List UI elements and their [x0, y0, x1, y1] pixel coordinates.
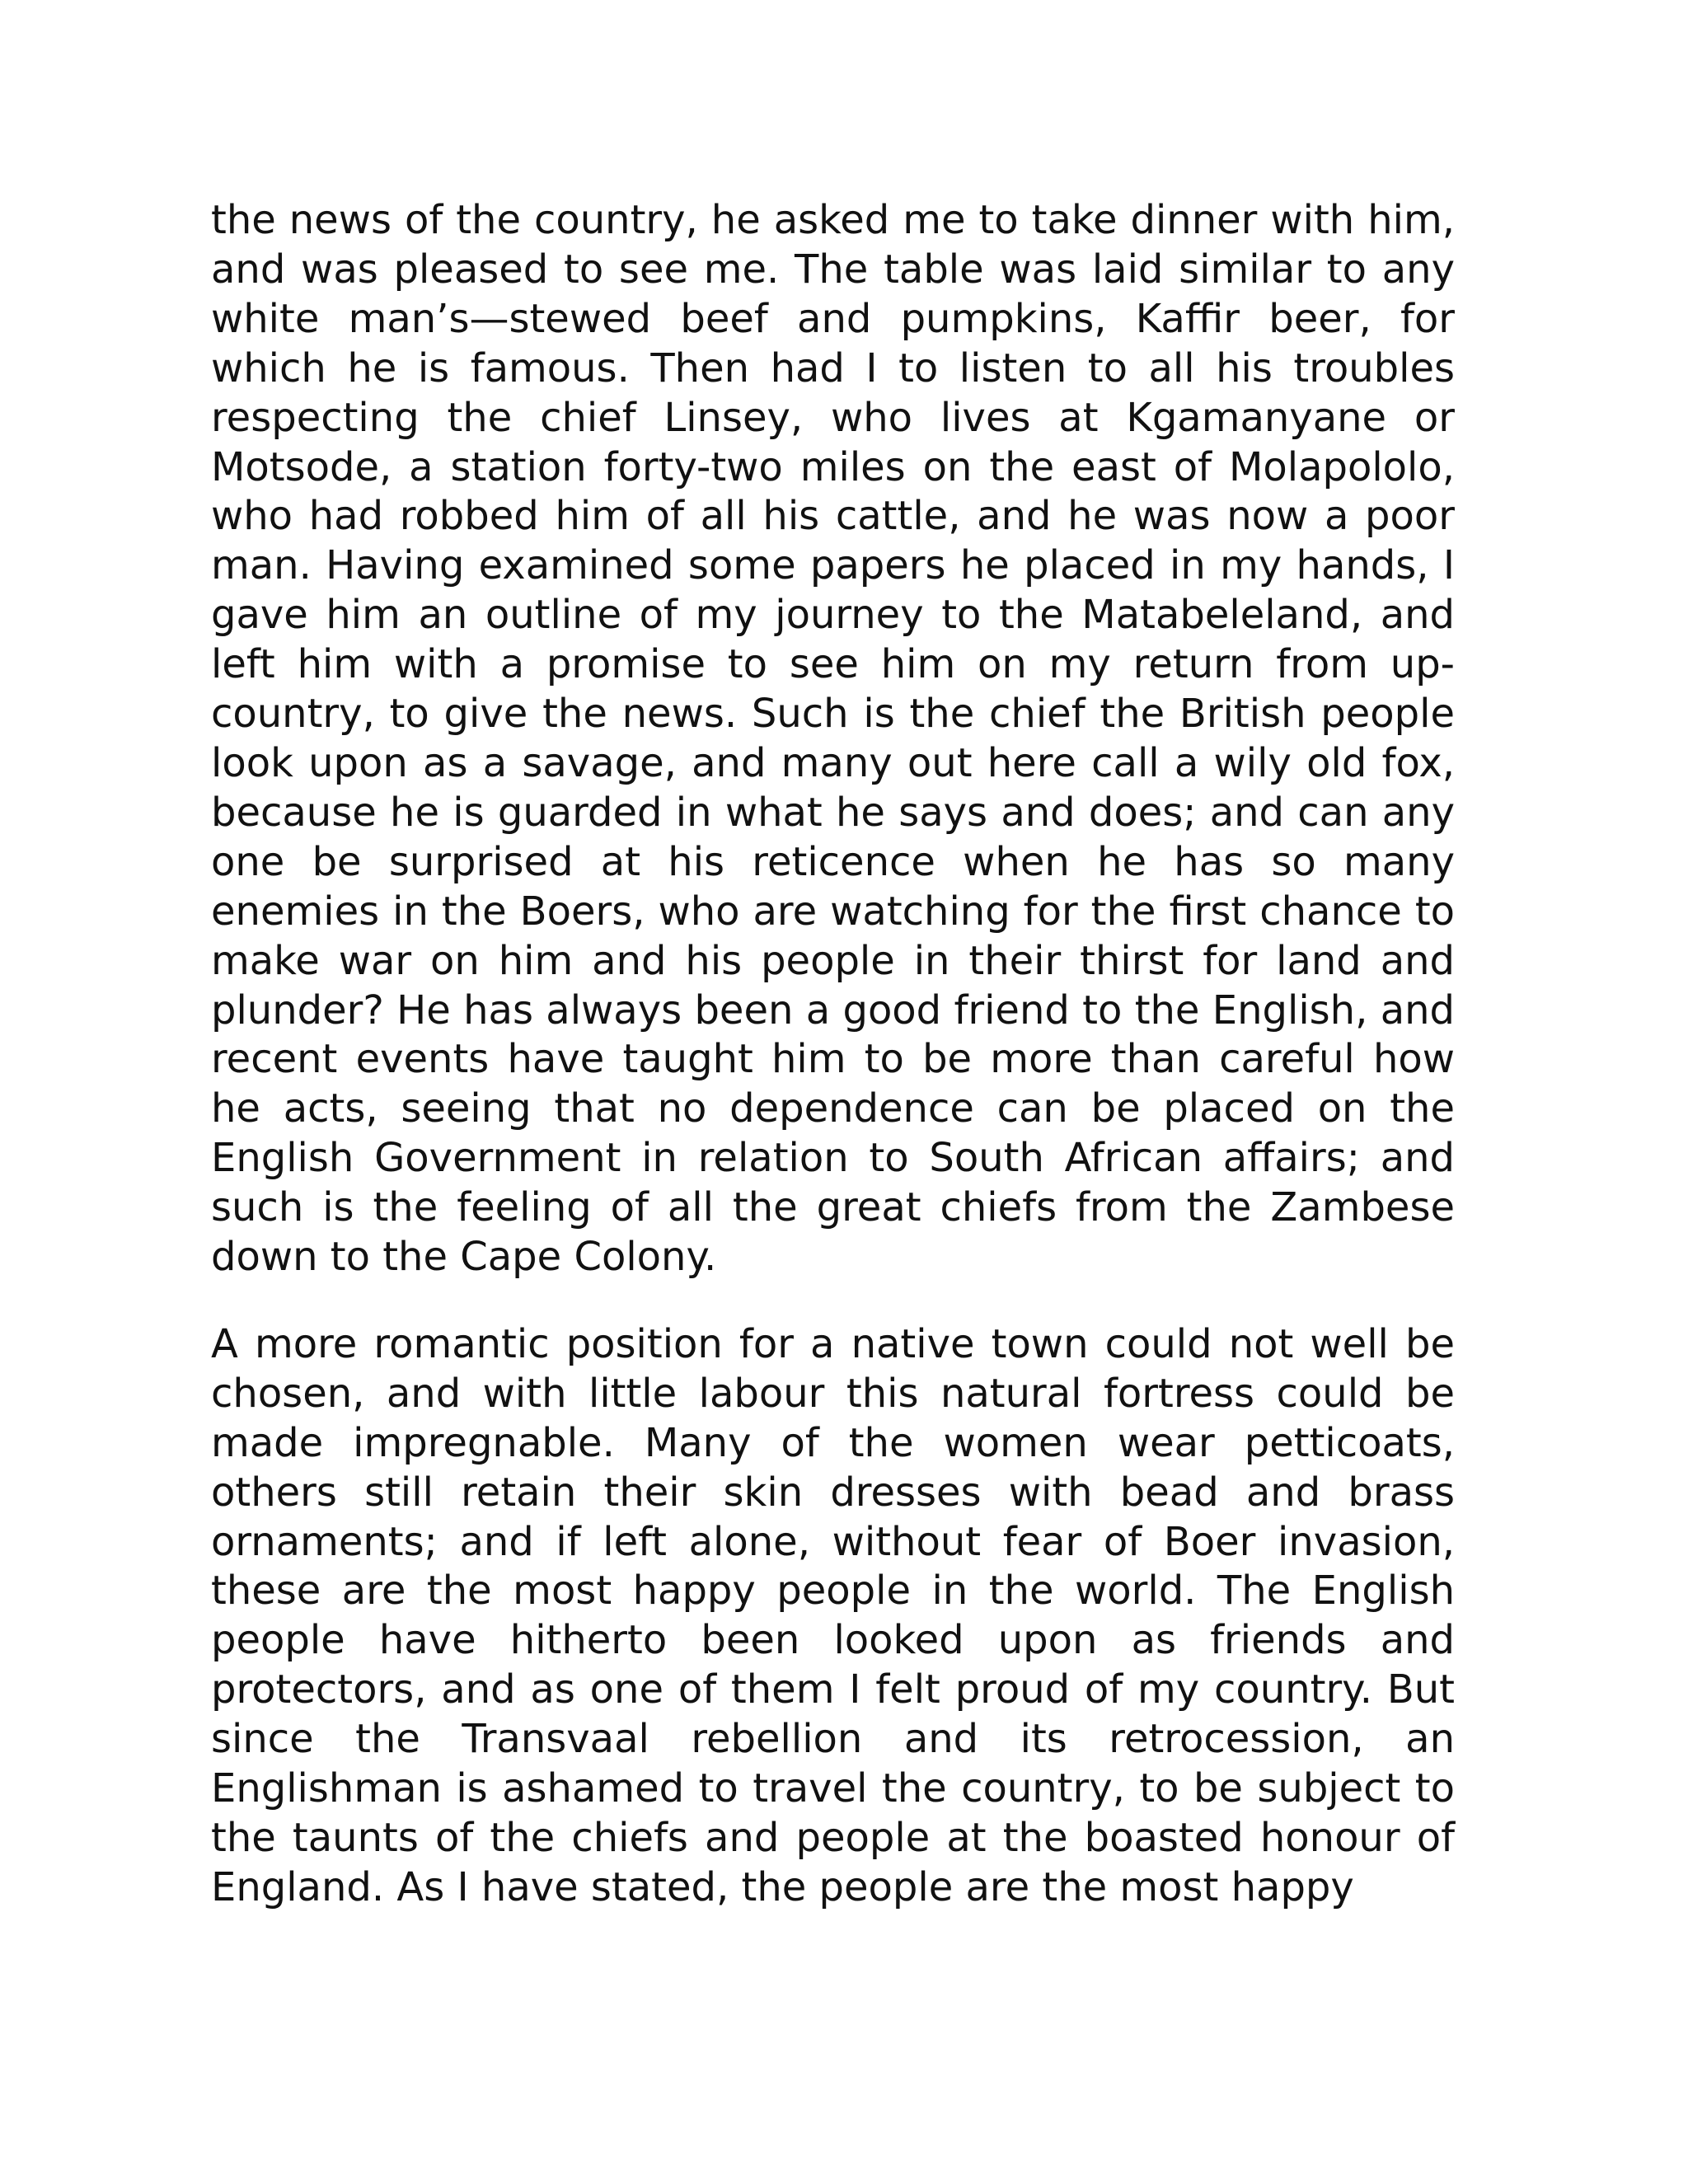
paragraph-1: the news of the country, he asked me to take dinner with him, and was pleased to see me. The table was laid similar to any white man’s—stewed beef and pumpkins, Kaffir beer, for which he is famous. Then had I to listen to all his troubles respecting the chief Linsey, who lives at Kgamanyane or Motsode, a station forty-two miles on the east of Molapololo, who had robbed him of all his cattle, and he was now a poor man. Having examined some papers he placed in my hands, I gave him an outline of my journey to the Matabeleland, and left him with a promise to see him on my return from up-country, to give the news. Such is the chief the British people look upon as a savage, and many out here call a wily old fox, because he is guarded in what he says and does; and can any one be surprised at his reticence when he has so many enemies in the Boers, who are watching for the first chance to make war on him and his people in their thirst for land and plunder? He has always been a good friend to the English, and recent events have taught him to be more than careful how he acts, seeing that no dependence can be placed on the English Government in relation to South African affairs; and such is the feeling of all the great chiefs from the Zambese down to the Cape Colony.	[211, 197, 1455, 1281]
paragraph-2: A more romantic position for a native town could not well be chosen, and with little labour this natural fortress could be made impregnable. Many of the women wear petticoats, others still retain their skin dresses with bead and brass ornaments; and if left alone, without fear of Boer invasion, these are the most happy people in the world. The English people have hitherto been looked upon as friends and protectors, and as one of them I felt proud of my country. But since the Transvaal rebellion and its retrocession, an Englishman is ashamed to travel the country, to be subject to the taunts of the chiefs and people at the boasted honour of England. As I have stated, the people are the most happy	[211, 1320, 1455, 1910]
page-body	[211, 196, 1455, 1913]
